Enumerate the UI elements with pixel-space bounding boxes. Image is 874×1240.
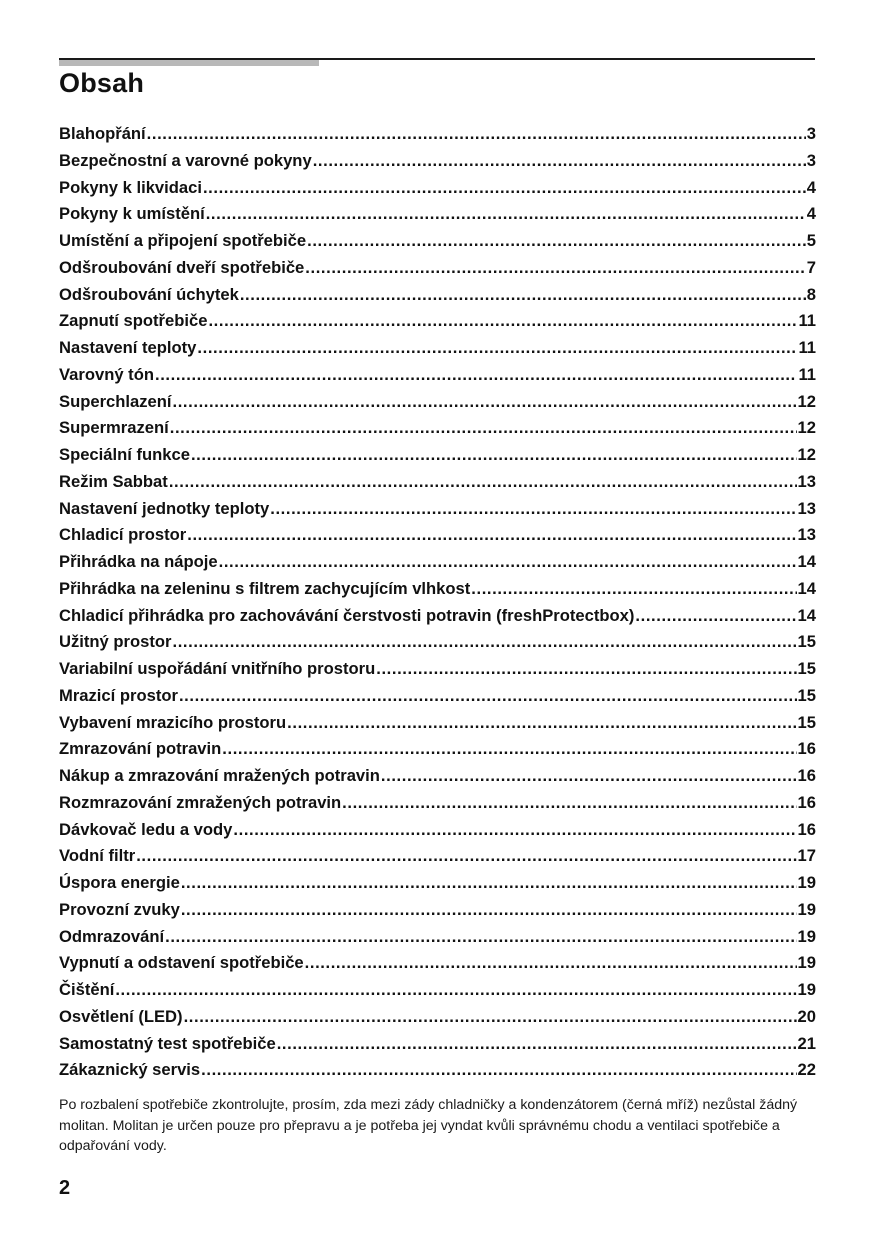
toc-entry-label: Zákaznický servis	[59, 1060, 201, 1080]
toc-entry[interactable]	[59, 282, 816, 309]
toc-leader-dots	[165, 924, 796, 951]
toc-entry[interactable]	[59, 175, 816, 202]
toc-entry-page: 15	[797, 712, 816, 732]
toc-entry-label: Supermrazení	[59, 418, 169, 438]
toc-leader-dots	[342, 790, 796, 817]
toc-leader-dots	[115, 977, 796, 1004]
toc-leader-dots	[270, 496, 796, 523]
toc-leader-dots	[187, 522, 796, 549]
toc-entry[interactable]	[59, 817, 816, 844]
toc-entry-page: 11	[798, 338, 816, 357]
toc-entry[interactable]	[59, 736, 816, 763]
toc-entry-page: 21	[797, 1033, 816, 1053]
toc-entry-label: Nastavení teploty	[59, 338, 197, 357]
toc-entry[interactable]	[59, 763, 816, 790]
toc-entry[interactable]	[59, 924, 816, 951]
toc-entry-label: Vodní filtr	[59, 846, 136, 866]
toc-leader-dots	[222, 736, 796, 763]
toc-entry-page: 8	[806, 284, 816, 304]
toc-entry[interactable]	[59, 442, 816, 469]
toc-entry[interactable]	[59, 389, 816, 416]
toc-entry-page: 4	[806, 204, 816, 224]
toc-entry-label: Odmrazování	[59, 926, 165, 946]
toc-entry[interactable]	[59, 629, 816, 656]
toc-entry[interactable]	[59, 603, 816, 630]
toc-leader-dots	[184, 1004, 797, 1031]
toc-leader-dots	[240, 282, 806, 309]
toc-leader-dots	[313, 148, 806, 175]
toc-entry-page: 14	[797, 552, 816, 571]
table-of-contents	[59, 121, 816, 1084]
toc-leader-dots	[277, 1031, 797, 1058]
toc-entry-page: 15	[797, 632, 816, 652]
toc-entry[interactable]	[59, 897, 816, 924]
toc-entry[interactable]	[59, 201, 816, 228]
toc-entry-page: 7	[806, 257, 816, 277]
toc-leader-dots	[305, 255, 805, 282]
toc-leader-dots	[233, 817, 796, 844]
toc-entry-page: 19	[797, 953, 816, 973]
toc-leader-dots	[147, 121, 806, 148]
toc-leader-dots	[305, 950, 797, 977]
toc-entry-label: Blahopřání	[59, 124, 146, 143]
toc-entry-page: 11	[798, 311, 816, 331]
toc-entry-label: Nastavení jednotky teploty	[59, 498, 270, 518]
toc-entry[interactable]	[59, 522, 816, 549]
toc-entry-label: Varovný tón	[59, 364, 154, 384]
toc-leader-dots	[136, 843, 796, 870]
toc-entry[interactable]	[59, 121, 816, 148]
toc-leader-dots	[173, 389, 797, 416]
toc-entry-page: 14	[797, 605, 816, 625]
toc-entry[interactable]	[59, 950, 816, 977]
toc-entry-page: 13	[797, 498, 816, 518]
toc-entry-label: Zapnutí spotřebiče	[59, 311, 208, 331]
toc-entry[interactable]	[59, 843, 816, 870]
toc-entry[interactable]	[59, 1004, 816, 1031]
toc-leader-dots	[191, 442, 797, 469]
toc-entry-label: Vypnutí a odstavení spotřebiče	[59, 953, 304, 973]
toc-leader-dots	[203, 175, 806, 202]
toc-entry-label: Samostatný test spotřebiče	[59, 1033, 276, 1053]
toc-entry-page: 12	[797, 445, 816, 464]
toc-entry-label: Speciální funkce	[59, 445, 190, 464]
toc-entry-page: 16	[797, 766, 816, 785]
toc-entry[interactable]	[59, 415, 816, 442]
toc-entry[interactable]	[59, 549, 816, 576]
toc-entry[interactable]	[59, 656, 816, 683]
toc-leader-dots	[307, 228, 806, 255]
toc-leader-dots	[155, 362, 797, 389]
toc-entry-label: Zmrazování potravin	[59, 739, 222, 759]
toc-entry-page: 16	[797, 819, 816, 839]
toc-entry[interactable]	[59, 710, 816, 737]
toc-leader-dots	[376, 656, 796, 683]
toc-entry[interactable]	[59, 496, 816, 523]
toc-entry[interactable]	[59, 469, 816, 496]
toc-entry[interactable]	[59, 228, 816, 255]
toc-entry[interactable]	[59, 1031, 816, 1058]
toc-entry-page: 19	[797, 926, 816, 946]
toc-entry[interactable]	[59, 335, 816, 362]
toc-entry-label: Nákup a zmrazování mražených potravin	[59, 766, 380, 785]
toc-entry-page: 11	[798, 364, 816, 384]
toc-entry-page: 14	[797, 578, 816, 598]
toc-entry-page: 3	[806, 150, 816, 170]
toc-entry-label: Užitný prostor	[59, 632, 172, 652]
toc-entry-label: Pokyny k likvidaci	[59, 177, 202, 197]
toc-entry-label: Provozní zvuky	[59, 899, 180, 919]
toc-entry-page: 3	[806, 124, 816, 143]
toc-entry-label: Mrazicí prostor	[59, 685, 178, 705]
toc-entry[interactable]	[59, 308, 816, 335]
toc-entry-page: 13	[797, 471, 816, 491]
toc-entry[interactable]	[59, 576, 816, 603]
toc-entry-page: 13	[797, 525, 816, 545]
toc-leader-dots	[219, 549, 797, 576]
toc-entry-label: Přihrádka na zeleninu s filtrem zachycujícím vlhkost	[59, 578, 471, 598]
toc-entry[interactable]	[59, 255, 816, 282]
page-title: Obsah	[59, 68, 145, 98]
toc-entry-label: Chladicí přihrádka pro zachovávání čerstvosti potravin (freshProtectbox)	[59, 605, 635, 625]
toc-leader-dots	[181, 870, 797, 897]
toc-leader-dots	[208, 308, 797, 335]
toc-entry-page: 15	[797, 659, 816, 678]
toc-entry[interactable]	[59, 977, 816, 1004]
toc-entry[interactable]	[59, 362, 816, 389]
toc-leader-dots	[635, 603, 796, 630]
toc-entry-page: 4	[806, 177, 816, 197]
toc-entry-label: Odšroubování úchytek	[59, 284, 239, 304]
toc-entry-label: Rozmrazování zmražených potravin	[59, 792, 342, 812]
toc-entry-label: Superchlazení	[59, 391, 172, 411]
unpacking-note: Po rozbalení spotřebiče zkontrolujte, prosím, zda mezi zády chladničky a kondenzátorem (černá mříž) nezůstal žádný molitan. Molitan je určen pouze pro přepravu a je potřeba jej vyndat kvůli správnému chodu a ventilaci spotřebiče a odpařování vody.	[59, 1097, 798, 1154]
toc-leader-dots	[179, 683, 797, 710]
toc-entry-page: 12	[797, 391, 816, 411]
toc-entry-page: 19	[797, 899, 816, 919]
toc-entry[interactable]	[59, 790, 816, 817]
toc-leader-dots	[197, 335, 797, 362]
toc-entry-page: 20	[797, 1006, 816, 1026]
toc-entry-label: Umístění a připojení spotřebiče	[59, 231, 307, 250]
toc-entry-page: 19	[797, 980, 816, 999]
toc-entry-label: Odšroubování dveří spotřebiče	[59, 257, 305, 277]
toc-entry-label: Dávkovač ledu a vody	[59, 819, 233, 839]
toc-leader-dots	[169, 469, 797, 496]
page-number: 2	[59, 1177, 71, 1199]
toc-entry-page: 15	[797, 685, 816, 705]
toc-entry-page: 12	[797, 418, 816, 438]
toc-leader-dots	[206, 201, 806, 228]
toc-entry[interactable]	[59, 1057, 816, 1084]
toc-entry-page: 5	[806, 231, 816, 250]
toc-entry-label: Vybavení mrazicího prostoru	[59, 712, 287, 732]
toc-entry-page: 19	[797, 873, 816, 892]
toc-entry-label: Čištění	[59, 980, 115, 999]
toc-entry-label: Přihrádka na nápoje	[59, 552, 218, 571]
toc-entry-page: 17	[797, 846, 816, 866]
header-rule-bar	[59, 60, 319, 66]
toc-leader-dots	[201, 1057, 796, 1084]
toc-entry-label: Variabilní uspořádání vnitřního prostoru	[59, 659, 376, 678]
toc-entry-label: Osvětlení (LED)	[59, 1006, 183, 1026]
toc-entry[interactable]	[59, 870, 816, 897]
toc-entry-label: Režim Sabbat	[59, 471, 168, 491]
toc-leader-dots	[381, 763, 797, 790]
toc-leader-dots	[287, 710, 796, 737]
toc-leader-dots	[170, 415, 797, 442]
toc-leader-dots	[172, 629, 796, 656]
toc-entry-label: Úspora energie	[59, 873, 180, 892]
toc-entry-label: Bezpečnostní a varovné pokyny	[59, 150, 312, 170]
toc-entry[interactable]	[59, 148, 816, 175]
toc-entry-page: 16	[797, 792, 816, 812]
toc-entry-label: Pokyny k umístění	[59, 204, 205, 224]
toc-leader-dots	[471, 576, 796, 603]
toc-leader-dots	[181, 897, 797, 924]
toc-entry-label: Chladicí prostor	[59, 525, 187, 545]
toc-entry-page: 22	[797, 1060, 816, 1080]
toc-entry[interactable]	[59, 683, 816, 710]
toc-entry-page: 16	[797, 739, 816, 759]
